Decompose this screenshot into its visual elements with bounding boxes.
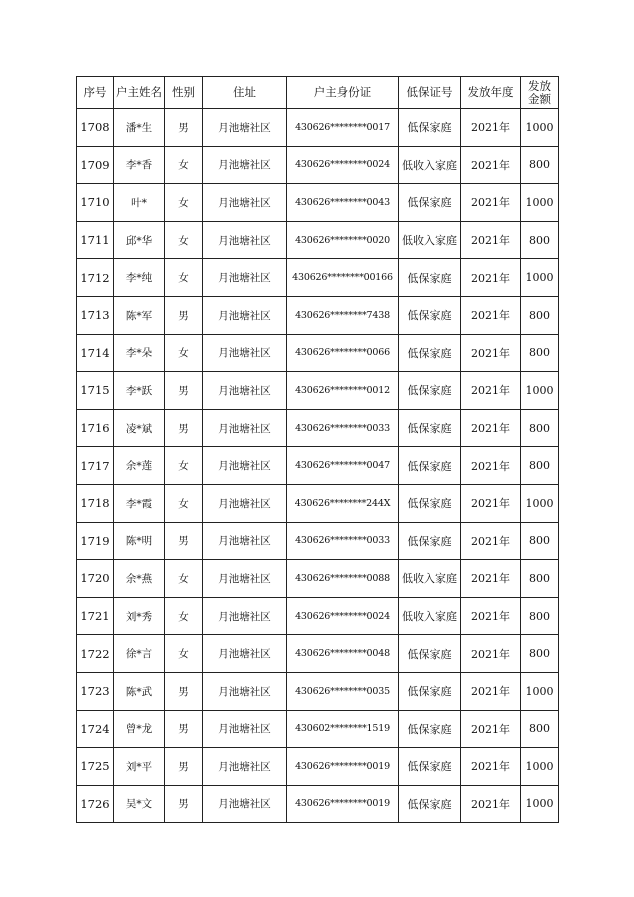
cell-year: 2021年 [461, 484, 521, 522]
cell-seq: 1725 [77, 748, 114, 786]
cell-address: 月池塘社区 [203, 146, 287, 184]
cell-address: 月池塘社区 [203, 447, 287, 485]
cell-seq: 1723 [77, 672, 114, 710]
cell-id: 430626********0043 [287, 184, 399, 222]
cell-sex: 男 [165, 672, 203, 710]
cell-amount: 800 [521, 221, 559, 259]
cell-name: 陈*军 [114, 296, 165, 334]
cell-seq: 1718 [77, 484, 114, 522]
cell-sex: 女 [165, 447, 203, 485]
table-header [77, 77, 559, 109]
cell-sex: 男 [165, 785, 203, 823]
cell-seq: 1719 [77, 522, 114, 560]
cell-seq: 1714 [77, 334, 114, 372]
cell-address: 月池塘社区 [203, 484, 287, 522]
cell-cert: 低收入家庭 [399, 146, 461, 184]
cell-cert: 低保家庭 [399, 635, 461, 673]
cell-name: 凌*斌 [114, 409, 165, 447]
cell-seq: 1717 [77, 447, 114, 485]
cell-year: 2021年 [461, 597, 521, 635]
cell-year: 2021年 [461, 635, 521, 673]
cell-sex: 女 [165, 560, 203, 598]
table-row [77, 672, 559, 710]
cell-amount: 800 [521, 560, 559, 598]
cell-address: 月池塘社区 [203, 710, 287, 748]
cell-seq: 1711 [77, 221, 114, 259]
cell-name: 李*朵 [114, 334, 165, 372]
cell-address: 月池塘社区 [203, 334, 287, 372]
cell-seq: 1709 [77, 146, 114, 184]
cell-address: 月池塘社区 [203, 259, 287, 297]
cell-year: 2021年 [461, 672, 521, 710]
table-row [77, 259, 559, 297]
cell-year: 2021年 [461, 334, 521, 372]
cell-cert: 低保家庭 [399, 748, 461, 786]
cell-seq: 1722 [77, 635, 114, 673]
cell-id: 430626********0088 [287, 560, 399, 598]
header-year: 发放年度 [461, 77, 521, 109]
cell-cert: 低收入家庭 [399, 560, 461, 598]
cell-address: 月池塘社区 [203, 184, 287, 222]
cell-seq: 1713 [77, 296, 114, 334]
cell-sex: 男 [165, 522, 203, 560]
cell-year: 2021年 [461, 710, 521, 748]
cell-sex: 女 [165, 221, 203, 259]
cell-seq: 1726 [77, 785, 114, 823]
cell-address: 月池塘社区 [203, 221, 287, 259]
cell-sex: 女 [165, 484, 203, 522]
cell-year: 2021年 [461, 259, 521, 297]
cell-address: 月池塘社区 [203, 296, 287, 334]
table-row [77, 146, 559, 184]
cell-amount: 800 [521, 409, 559, 447]
cell-sex: 男 [165, 748, 203, 786]
cell-amount: 1000 [521, 748, 559, 786]
table-row [77, 109, 559, 147]
cell-amount: 1000 [521, 484, 559, 522]
cell-amount: 800 [521, 447, 559, 485]
cell-amount: 1000 [521, 259, 559, 297]
table-row [77, 785, 559, 823]
cell-cert: 低保家庭 [399, 296, 461, 334]
table-row [77, 522, 559, 560]
cell-address: 月池塘社区 [203, 522, 287, 560]
cell-cert: 低保家庭 [399, 710, 461, 748]
cell-amount: 800 [521, 296, 559, 334]
cell-amount: 1000 [521, 785, 559, 823]
cell-amount: 800 [521, 334, 559, 372]
cell-sex: 女 [165, 259, 203, 297]
table-row [77, 710, 559, 748]
cell-sex: 女 [165, 597, 203, 635]
cell-cert: 低保家庭 [399, 522, 461, 560]
cell-id: 430626********0024 [287, 597, 399, 635]
table-row [77, 334, 559, 372]
cell-year: 2021年 [461, 748, 521, 786]
cell-amount: 1000 [521, 672, 559, 710]
header-id: 户主身份证 [287, 77, 399, 109]
table-row [77, 409, 559, 447]
cell-seq: 1724 [77, 710, 114, 748]
cell-amount: 800 [521, 635, 559, 673]
cell-name: 叶* [114, 184, 165, 222]
table-row [77, 184, 559, 222]
cell-name: 陈*武 [114, 672, 165, 710]
cell-address: 月池塘社区 [203, 109, 287, 147]
table-row [77, 221, 559, 259]
cell-cert: 低保家庭 [399, 447, 461, 485]
cell-year: 2021年 [461, 447, 521, 485]
cell-id: 430626********0066 [287, 334, 399, 372]
cell-address: 月池塘社区 [203, 785, 287, 823]
header-row [77, 77, 559, 109]
cell-id: 430626********0019 [287, 748, 399, 786]
cell-year: 2021年 [461, 146, 521, 184]
cell-cert: 低保家庭 [399, 484, 461, 522]
cell-cert: 低保家庭 [399, 259, 461, 297]
header-seq: 序号 [77, 77, 114, 109]
header-amount-label: 发放金额 [528, 78, 551, 106]
cell-amount: 1000 [521, 109, 559, 147]
cell-cert: 低保家庭 [399, 372, 461, 410]
header-amount [521, 77, 559, 109]
cell-address: 月池塘社区 [203, 635, 287, 673]
cell-address: 月池塘社区 [203, 560, 287, 598]
cell-year: 2021年 [461, 184, 521, 222]
cell-name: 刘*平 [114, 748, 165, 786]
cell-seq: 1708 [77, 109, 114, 147]
cell-cert: 低保家庭 [399, 334, 461, 372]
cell-name: 李*纯 [114, 259, 165, 297]
cell-address: 月池塘社区 [203, 409, 287, 447]
cell-id: 430626********7438 [287, 296, 399, 334]
cell-year: 2021年 [461, 296, 521, 334]
cell-id: 430626********244X [287, 484, 399, 522]
cell-seq: 1716 [77, 409, 114, 447]
cell-sex: 女 [165, 334, 203, 372]
cell-cert: 低保家庭 [399, 109, 461, 147]
header-name: 户主姓名 [114, 77, 165, 109]
cell-cert: 低保家庭 [399, 184, 461, 222]
table-row [77, 484, 559, 522]
cell-amount: 800 [521, 522, 559, 560]
cell-address: 月池塘社区 [203, 372, 287, 410]
table-row [77, 447, 559, 485]
cell-cert: 低保家庭 [399, 672, 461, 710]
subsidy-table [76, 76, 559, 823]
cell-amount: 800 [521, 710, 559, 748]
cell-sex: 男 [165, 710, 203, 748]
cell-amount: 1000 [521, 184, 559, 222]
cell-name: 陈*明 [114, 522, 165, 560]
cell-year: 2021年 [461, 785, 521, 823]
cell-seq: 1712 [77, 259, 114, 297]
cell-id: 430626********0024 [287, 146, 399, 184]
cell-cert: 低收入家庭 [399, 221, 461, 259]
cell-sex: 男 [165, 296, 203, 334]
table-row [77, 296, 559, 334]
cell-year: 2021年 [461, 560, 521, 598]
cell-id: 430626********0047 [287, 447, 399, 485]
cell-id: 430602********1519 [287, 710, 399, 748]
cell-id: 430626********0012 [287, 372, 399, 410]
cell-id: 430626********0019 [287, 785, 399, 823]
cell-sex: 女 [165, 146, 203, 184]
cell-id: 430626********0017 [287, 109, 399, 147]
cell-seq: 1715 [77, 372, 114, 410]
cell-address: 月池塘社区 [203, 748, 287, 786]
cell-name: 刘*秀 [114, 597, 165, 635]
table-row [77, 748, 559, 786]
cell-name: 吴*文 [114, 785, 165, 823]
header-cert: 低保证号 [399, 77, 461, 109]
cell-sex: 男 [165, 372, 203, 410]
cell-cert: 低收入家庭 [399, 597, 461, 635]
cell-seq: 1721 [77, 597, 114, 635]
cell-id: 430626********0035 [287, 672, 399, 710]
cell-amount: 1000 [521, 372, 559, 410]
cell-cert: 低保家庭 [399, 409, 461, 447]
table-body [77, 109, 559, 823]
cell-id: 430626********0048 [287, 635, 399, 673]
cell-address: 月池塘社区 [203, 597, 287, 635]
cell-amount: 800 [521, 146, 559, 184]
cell-name: 邱*华 [114, 221, 165, 259]
cell-name: 潘*生 [114, 109, 165, 147]
cell-sex: 女 [165, 635, 203, 673]
cell-year: 2021年 [461, 409, 521, 447]
table-row [77, 560, 559, 598]
cell-id: 430626********0020 [287, 221, 399, 259]
cell-name: 徐*言 [114, 635, 165, 673]
cell-id: 430626********00166 [287, 259, 399, 297]
cell-year: 2021年 [461, 372, 521, 410]
cell-seq: 1710 [77, 184, 114, 222]
cell-id: 430626********0033 [287, 522, 399, 560]
cell-address: 月池塘社区 [203, 672, 287, 710]
cell-sex: 女 [165, 184, 203, 222]
cell-cert: 低保家庭 [399, 785, 461, 823]
cell-year: 2021年 [461, 221, 521, 259]
cell-name: 余*莲 [114, 447, 165, 485]
cell-id: 430626********0033 [287, 409, 399, 447]
cell-name: 曾*龙 [114, 710, 165, 748]
cell-sex: 男 [165, 109, 203, 147]
cell-seq: 1720 [77, 560, 114, 598]
header-address: 住址 [203, 77, 287, 109]
cell-year: 2021年 [461, 109, 521, 147]
cell-name: 李*跃 [114, 372, 165, 410]
cell-amount: 800 [521, 597, 559, 635]
cell-name: 余*燕 [114, 560, 165, 598]
table-row [77, 372, 559, 410]
table-row [77, 635, 559, 673]
cell-sex: 男 [165, 409, 203, 447]
cell-year: 2021年 [461, 522, 521, 560]
header-sex: 性别 [165, 77, 203, 109]
table-row [77, 597, 559, 635]
cell-name: 李*霞 [114, 484, 165, 522]
cell-name: 李*香 [114, 146, 165, 184]
